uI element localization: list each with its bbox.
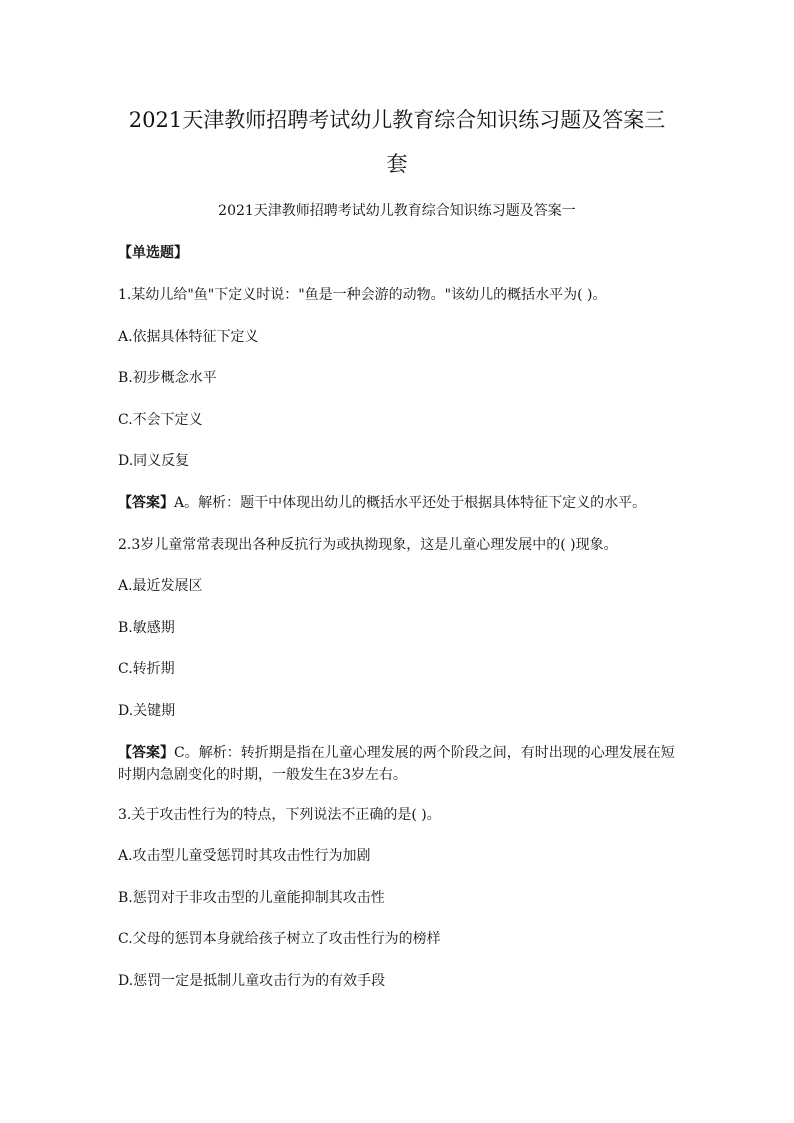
question-2-answer-line-2: 时期内急剧变化的时期，一般发生在3岁左右。: [118, 767, 407, 783]
title-line-1: 2021天津教师招聘考试幼儿教育综合知识练习题及答案三: [128, 108, 666, 132]
question-3-stem: 3.关于攻击性行为的特点，下列说法不正确的是( )。: [118, 807, 441, 823]
question-3-option-d: D.惩罚一定是抵制儿童攻击行为的有效手段: [118, 973, 386, 989]
question-1-option-c: C.不会下定义: [118, 412, 203, 428]
question-1-answer: [118, 492, 678, 514]
question-3-option-b: B.惩罚对于非攻击型的儿童能抑制其攻击性: [118, 890, 385, 906]
page-title: [80, 98, 714, 186]
question-2-option-b: B.敏感期: [118, 620, 175, 636]
question-2-option-d: D.关键期: [118, 703, 176, 719]
question-2-option-a: A.最近发展区: [118, 578, 203, 594]
question-3-option-c: C.父母的惩罚本身就给孩子树立了攻击性行为的榜样: [118, 931, 441, 947]
answer-text: C。解析：转折期是指在儿童心理发展的两个阶段之间，有时出现的心理发展在短: [174, 745, 675, 761]
question-1-stem: 1.某幼儿给"鱼"下定义时说："鱼是一种会游的动物。"该幼儿的概括水平为( )。: [118, 287, 607, 303]
title-line-2: 套: [386, 152, 408, 176]
answer-text: A。解析：题干中体现出幼儿的概括水平还处于根据具体特征下定义的水平。: [174, 495, 647, 511]
question-1-option-d: D.同义反复: [118, 453, 190, 469]
section-heading: 【单选题】: [118, 245, 188, 261]
question-2-option-c: C.转折期: [118, 661, 175, 677]
question-2-stem: 2.3岁儿童常常表现出各种反抗行为或执拗现象，这是儿童心理发展中的( )现象。: [118, 537, 618, 553]
answer-tag: 【答案】: [118, 495, 174, 511]
question-1-option-a: A.依据具体特征下定义: [118, 329, 259, 345]
question-2-answer-line-1: [118, 742, 678, 764]
answer-tag: 【答案】: [118, 745, 174, 761]
question-3-option-a: A.攻击型儿童受惩罚时其攻击性行为加剧: [118, 848, 371, 864]
question-1-option-b: B.初步概念水平: [118, 370, 217, 386]
subtitle: 2021天津教师招聘考试幼儿教育综合知识练习题及答案一: [218, 203, 576, 219]
